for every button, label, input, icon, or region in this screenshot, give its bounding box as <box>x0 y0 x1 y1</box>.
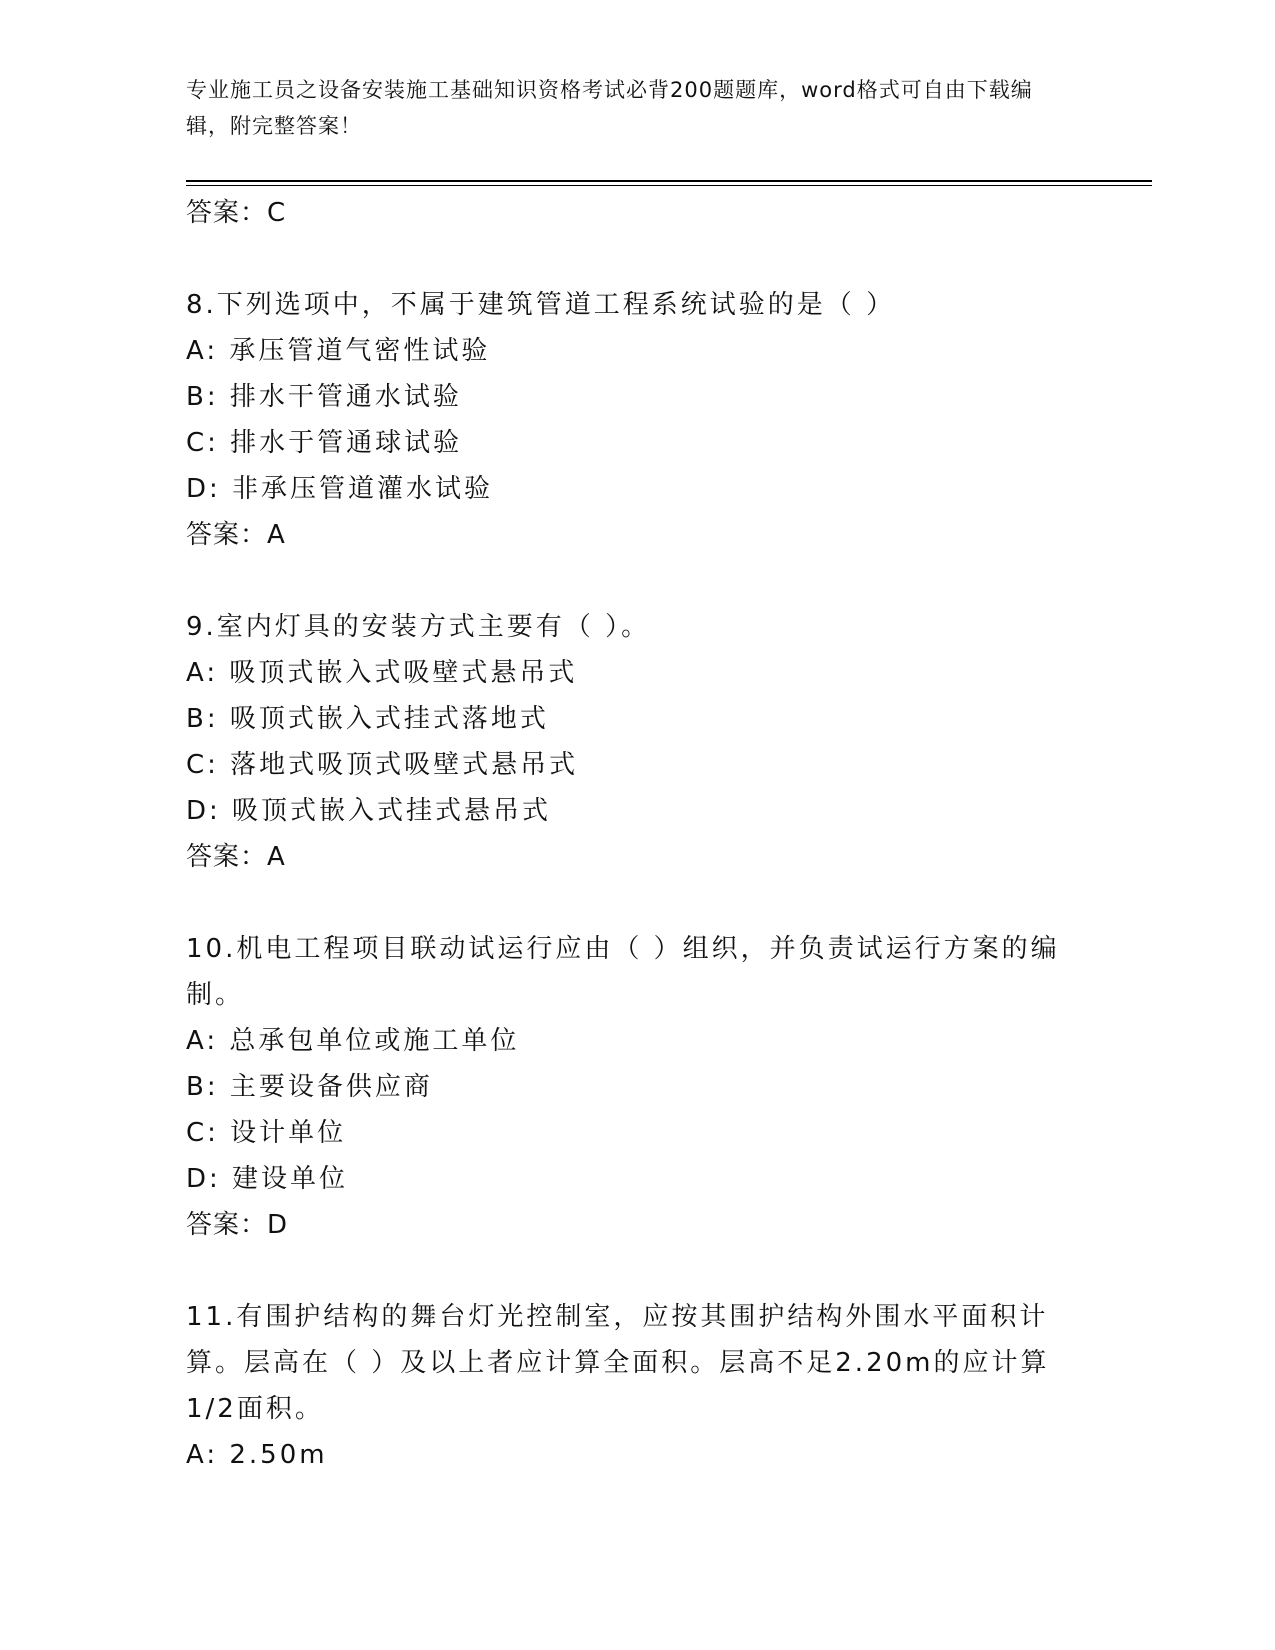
answer-line: 答案：A <box>186 842 286 872</box>
option-c: C: 落地式吸顶式吸壁式悬吊式 <box>186 750 579 780</box>
option-c: C: 设计单位 <box>186 1118 347 1148</box>
question-11 <box>186 1294 1086 1478</box>
question-text: 11.有围护结构的舞台灯光控制室，应按其围护结构外围水平面积计算。层高在（ ）及以上者应计算全面积。层高不足2.20m的应计算1/2面积。 <box>186 1302 1050 1424</box>
option-a: A: 承压管道气密性试验 <box>186 336 491 366</box>
question-9 <box>186 604 1086 880</box>
option-d: D: 吸顶式嵌入式挂式悬吊式 <box>186 796 552 826</box>
option-b: B: 主要设备供应商 <box>186 1072 433 1102</box>
document-header: 专业施工员之设备安装施工基础知识资格考试必背200题题库，word格式可自由下载编辑，附完整答案！ <box>186 78 1033 138</box>
answer-line: 答案：D <box>186 1210 289 1240</box>
option-c: C: 排水于管通球试验 <box>186 428 463 458</box>
question-text: 9.室内灯具的安装方式主要有（ ）。 <box>186 612 651 642</box>
option-d: D: 非承压管道灌水试验 <box>186 474 494 504</box>
answer-line: 答案：C <box>186 198 287 228</box>
question-text: 8.下列选项中，不属于建筑管道工程系统试验的是（ ） <box>186 290 896 320</box>
question-10 <box>186 926 1086 1248</box>
option-a: A: 吸顶式嵌入式吸壁式悬吊式 <box>186 658 578 688</box>
option-b: B: 排水干管通水试验 <box>186 382 462 412</box>
option-b: B: 吸顶式嵌入式挂式落地式 <box>186 704 549 734</box>
question-text: 10.机电工程项目联动试运行应由（ ）组织，并负责试运行方案的编制。 <box>186 934 1060 1010</box>
header-divider <box>186 180 1152 182</box>
answer-line: 答案：A <box>186 520 286 550</box>
option-a: A: 2.50m <box>186 1440 328 1470</box>
question-8 <box>186 282 1086 558</box>
option-d: D: 建设单位 <box>186 1164 349 1194</box>
document-body <box>186 190 1086 1478</box>
option-a: A: 总承包单位或施工单位 <box>186 1026 520 1056</box>
